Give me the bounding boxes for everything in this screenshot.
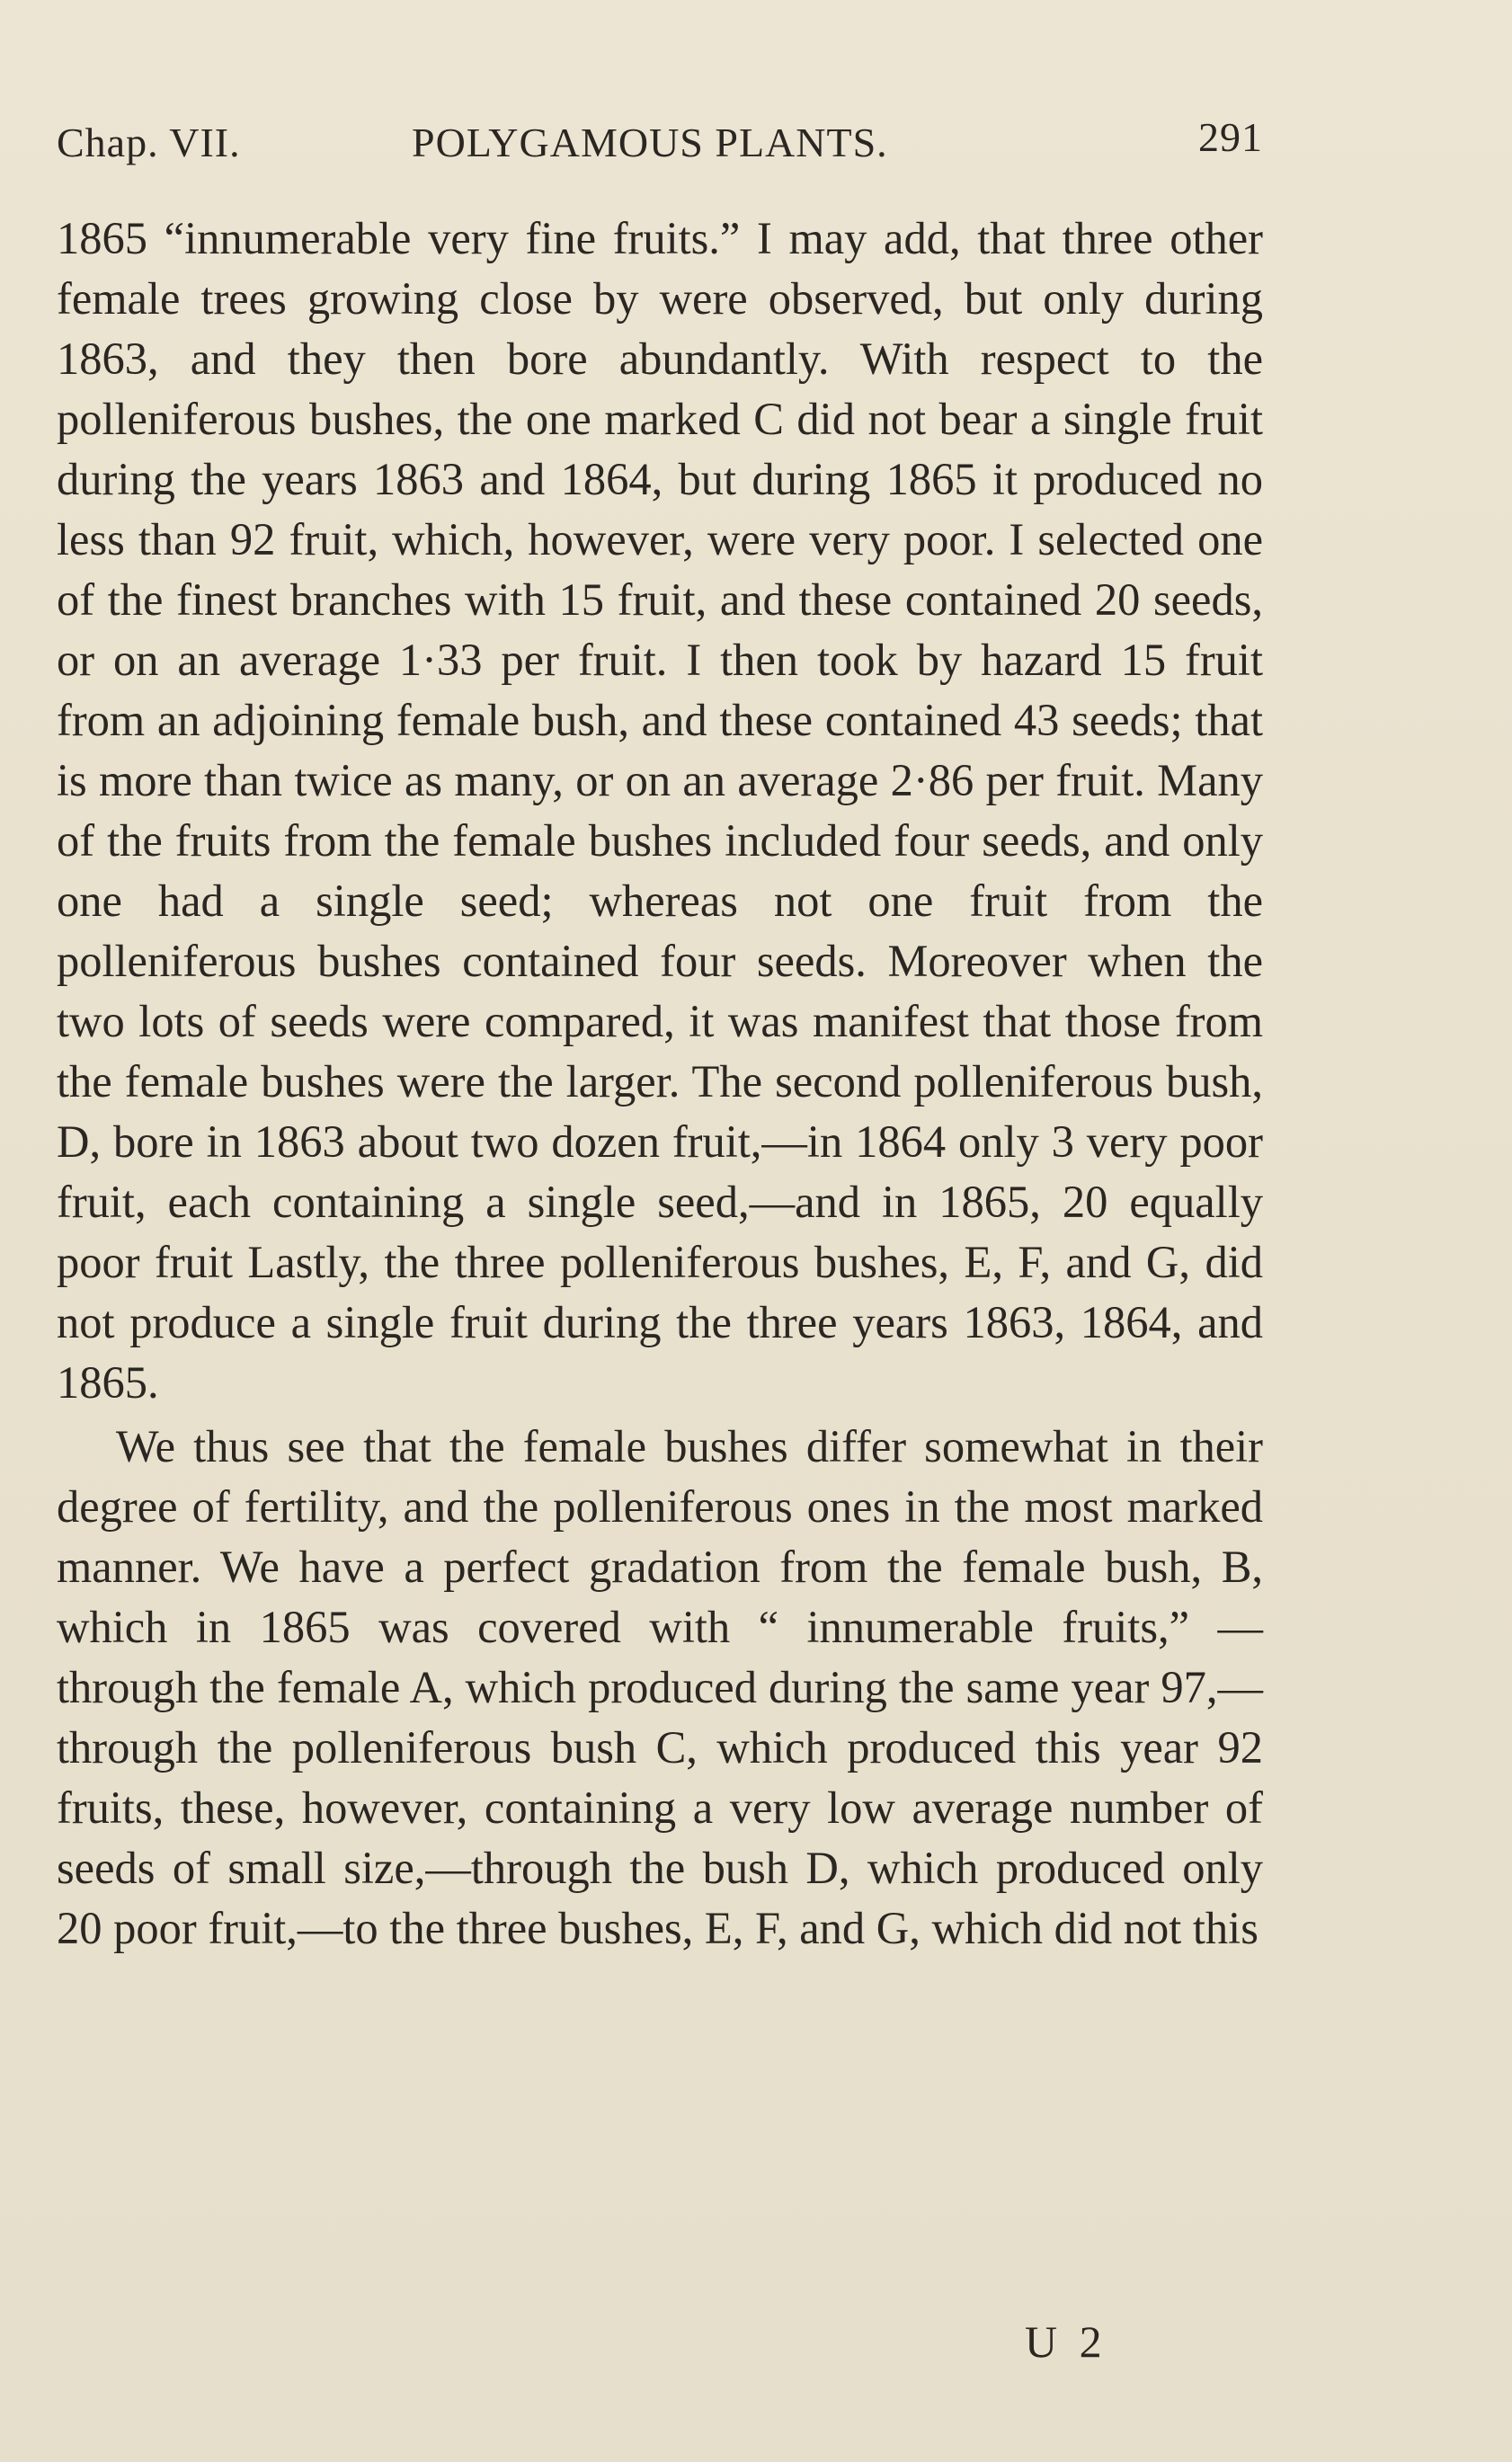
paragraph: We thus see that the female bushes differ somewhat in their degree of fertility, and the polleniferous ones in the most marked manner. We have a perfect gradation from the female bush, B, which in 1865 was covered with “ innumerable fruits,” — through the female A, which produced during the same year 97,— through the polleniferous bush C, which produced this year 92 fruits, these, however, containing a very low average number of seeds of small size,—through the bush D, which produced only 20 poor fruit,—to the three bushes, E, F, and G, which did not this bbox=[57, 1421, 1263, 1953]
page-number: 291 bbox=[1198, 114, 1263, 160]
running-title: POLYGAMOUS PLANTS. bbox=[412, 120, 888, 165]
running-head bbox=[57, 114, 1263, 173]
paragraph: 1865 “innumerable very fine fruits.” I may add, that three other female trees growing close by were observed, but only during 1863, and they then bore abundantly. With respect to the polleniferous bushes, the one marked C did not bear a single fruit during the years 1863 and 1864, but during 1865 it produced no less than 92 fruit, which, however, were very poor. I selected one of the finest branches with 15 fruit, and these contained 20 seeds, or on an average 1·33 per fruit. I then took by hazard 15 fruit from an adjoining female bush, and these contained 43 seeds; that is more than twice as many, or on an average 2·86 per fruit. Many of the fruits from the female bushes included four seeds, and only one had a single seed; whereas not one fruit from the polleniferous bushes contained four seeds. Moreover when the two lots of seeds were compared, it was manifest that those from the female bushes were the larger. The second polleniferous bush, D, bore in 1863 about two dozen fruit,—in 1864 only 3 very poor fruit, each containing a single seed,—and in 1865, 20 equally poor fruit Lastly, the three polleniferous bushes, E, F, and G, did not produce a single fruit during the three years 1863, 1864, and 1865. bbox=[57, 213, 1263, 1408]
chapter-label: Chap. VII. bbox=[57, 120, 241, 165]
signature-mark: U 2 bbox=[1025, 2316, 1107, 2367]
body-text bbox=[57, 209, 1263, 1959]
